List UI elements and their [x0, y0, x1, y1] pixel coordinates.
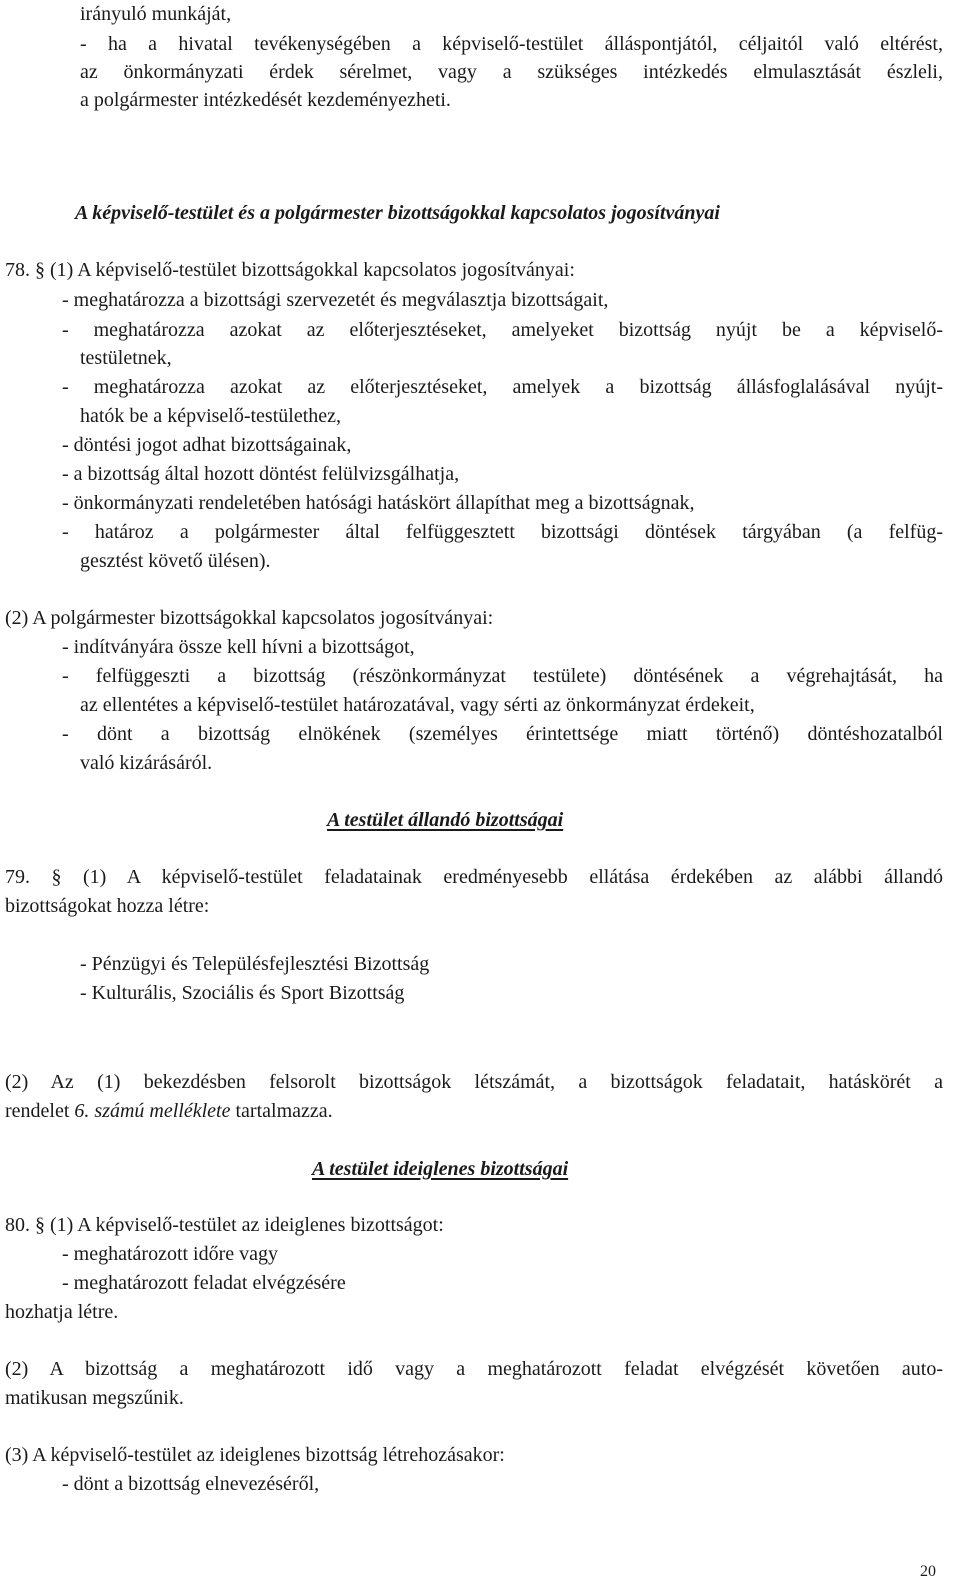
list-item: - meghatározott időre vagy	[62, 1243, 279, 1265]
paragraph-80-2-continuation: matikusan megszűnik.	[5, 1387, 184, 1409]
paragraph-78-2: (2) A polgármester bizottságokkal kapcsolatos jogosítványai:	[5, 607, 494, 629]
list-item: - határoz a polgármester által felfüggesztett bizottsági döntések tárgyában (a felfüg-	[62, 521, 943, 543]
list-item: - meghatározza azokat az előterjesztéseket, amelyek a bizottság állásfoglalásával nyújt-	[62, 376, 943, 398]
list-item: - meghatározza azokat az előterjesztéseket, amelyeket bizottság nyújt be a képviselő-	[62, 319, 943, 341]
page-number: 20	[920, 1563, 936, 1580]
text-line: hozhatja létre.	[5, 1301, 119, 1323]
list-item: - döntési jogot adhat bizottságainak,	[62, 434, 352, 456]
list-item-continuation: gesztést követő ülésen).	[80, 550, 271, 572]
paragraph-79-1-continuation: bizottságokat hozza létre:	[5, 895, 210, 917]
paragraph-79-1: 79. § (1) A képviselő-testület feladatainak eredményesebb ellátása érdekében az alábbi állandó	[5, 866, 943, 888]
list-item: - a bizottság által hozott döntést felülvizsgálhatja,	[62, 463, 460, 485]
section-heading: A képviselő-testület és a polgármester bizottságokkal kapcsolatos jogosítványai	[75, 202, 720, 224]
committee-list-item: - Kulturális, Szociális és Sport Bizottság	[80, 982, 405, 1004]
list-item-continuation: hatók be a képviselő-testülethez,	[80, 405, 342, 427]
text-line: - ha a hivatal tevékenységében a képviselő-testület álláspontjától, céljaitól való eltérést,	[80, 33, 943, 55]
text-line: a polgármester intézkedését kezdeményezheti.	[80, 89, 451, 111]
paragraph-79-2-continuation	[5, 1099, 333, 1123]
list-item: - dönt a bizottság elnevezéséről,	[62, 1473, 320, 1495]
text-line: irányuló munkáját,	[80, 3, 232, 25]
paragraph-80-2: (2) A bizottság a meghatározott idő vagy a meghatározott feladat elvégzését követően auto-	[5, 1358, 943, 1380]
list-item: - dönt a bizottság elnökének (személyes érintettsége miatt történő) döntéshozatalból	[62, 723, 943, 745]
list-item-continuation: testületnek,	[80, 347, 172, 369]
paragraph-80-1: 80. § (1) A képviselő-testület az ideiglenes bizottságot:	[5, 1214, 444, 1236]
list-item: - meghatározott feladat elvégzésére	[62, 1272, 346, 1294]
list-item: - önkormányzati rendeletében hatósági hatáskört állapíthat meg a bizottságnak,	[62, 492, 695, 514]
annex-reference: 6. számú melléklete	[74, 1100, 231, 1122]
list-item: - felfüggeszti a bizottság (részönkormányzat testülete) döntésének a végrehajtását, ha	[62, 665, 943, 687]
list-item-continuation: az ellentétes a képviselő-testület határozatával, vagy sérti az önkormányzat érdekeit,	[80, 694, 755, 716]
section-heading: A testület ideiglenes bizottságai	[312, 1158, 569, 1180]
list-item: - indítványára össze kell hívni a bizottságot,	[62, 636, 415, 658]
list-item: - meghatározza a bizottsági szervezetét és megválasztja bizottságait,	[62, 289, 609, 311]
paragraph-78-1: 78. § (1) A képviselő-testület bizottságokkal kapcsolatos jogosítványai:	[5, 259, 575, 281]
text-line: az önkormányzati érdek sérelmet, vagy a szükséges intézkedés elmulasztását észleli,	[80, 61, 943, 83]
paragraph-80-3: (3) A képviselő-testület az ideiglenes bizottság létrehozásakor:	[5, 1444, 505, 1466]
paragraph-79-2: (2) Az (1) bekezdésben felsorolt bizottságok létszámát, a bizottságok feladatait, hatáskörét a	[5, 1071, 943, 1093]
committee-list-item: - Pénzügyi és Településfejlesztési Bizottság	[80, 953, 430, 975]
text-span: tartalmazza.	[230, 1100, 333, 1122]
text-span: rendelet	[5, 1100, 75, 1122]
section-heading: A testület állandó bizottságai	[327, 809, 564, 831]
list-item-continuation: való kizárásáról.	[80, 752, 213, 774]
